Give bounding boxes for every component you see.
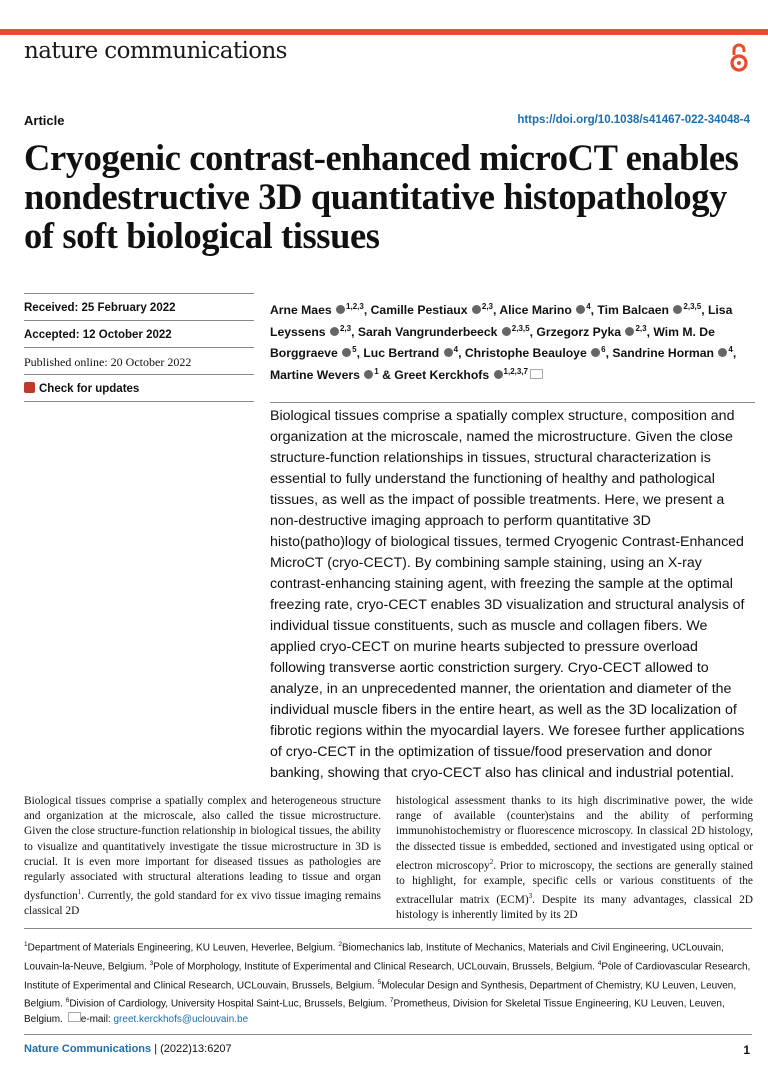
body-text: histological assessment thanks to its high discriminative power, the wide range of available (counter)stains and the ability of performing immunohistochemistry or fluorescence microscopy. In classical 2D histology, the dissected tissue is embedded, sectioned and investigated using optical or electron microscopy: [396, 795, 753, 872]
orcid-icon[interactable]: [673, 305, 682, 314]
author-affiliation: 4: [586, 302, 591, 311]
author-name[interactable]: Grzegorz Pyka: [536, 324, 622, 339]
affiliations: [24, 937, 754, 1028]
footnote-divider: [24, 928, 752, 929]
author-affiliation: 1,2,3,7: [503, 366, 528, 376]
email-link[interactable]: greet.kerckhofs@uclouvain.be: [113, 1014, 249, 1026]
author-name[interactable]: Lisa Leyssens: [270, 303, 733, 339]
author-separator: ,: [458, 346, 465, 361]
affiliation-number: 3: [149, 959, 154, 967]
email-label: e-mail:: [80, 1014, 114, 1026]
author-affiliation: 5: [352, 345, 357, 355]
body-text: . Despite its many advantages, classical 2D histology is inherently limited by its 2D: [396, 893, 753, 922]
received-date: Received: 25 February 2022: [24, 293, 254, 320]
orcid-icon[interactable]: [718, 348, 727, 357]
orcid-icon[interactable]: [472, 305, 481, 314]
author-name[interactable]: Luc Bertrand: [363, 346, 440, 361]
orcid-icon[interactable]: [330, 327, 339, 336]
reference-link[interactable]: 1: [77, 888, 82, 897]
author-affiliation: 2,3,5: [511, 323, 530, 333]
footer-citation: [24, 1043, 232, 1055]
author-separator: ,: [356, 346, 364, 361]
author-separator: &: [378, 367, 395, 382]
author-name[interactable]: Tim Balcaen: [597, 303, 669, 318]
footer-journal[interactable]: Nature Communications: [24, 1043, 152, 1055]
body-column-left: [24, 794, 381, 919]
affiliation-number: 2: [338, 941, 342, 948]
author-separator: ,: [590, 303, 598, 318]
author-name[interactable]: Christophe Beauloye: [464, 346, 587, 361]
check-updates-label: Check for updates: [39, 383, 140, 395]
author-affiliation: 2,3,5: [683, 302, 702, 311]
body-text: Biological tissues comprise a spatially complex and heterogeneous structure and organization at the microscale, also called the tissue microstructure. Given the close structure-function relationship in biological tissues, the ability to visualize and quantitatively investigate the tissue microstructure in 3D is crucial. It is even more important for diseased tissues as pathologies are regularly associated with structural alterations leading to tissue and organ dysfunction: [24, 795, 381, 903]
author-separator: ,: [529, 324, 537, 339]
author-separator: ,: [646, 324, 654, 339]
body-column-right: [396, 794, 753, 923]
affiliation-number: 6: [65, 997, 70, 1005]
email-icon: [68, 1012, 81, 1022]
author-name[interactable]: Arne Maes: [270, 303, 332, 318]
author-list: [270, 298, 750, 384]
doi-link[interactable]: https://doi.org/10.1038/s41467-022-34048-4: [517, 114, 750, 126]
orcid-icon[interactable]: [444, 348, 453, 357]
author-affiliation: 1: [374, 366, 379, 376]
footer-divider: [24, 1034, 752, 1035]
check-updates-icon: [24, 382, 35, 393]
author-separator: ,: [732, 346, 737, 361]
reference-link[interactable]: 3: [528, 892, 533, 901]
published-date: Published online: 20 October 2022: [24, 347, 254, 374]
affiliation-text: Pole of Morphology, Institute of Experimental and Clinical Research, UCLouvain, Brussels, Belgium.: [153, 961, 598, 973]
author-separator: ,: [351, 324, 358, 339]
affiliation-text: Pole of Cardiovascular Research, Institute of Experimental and Clinical Research, UCLouvain, Brussels, Belgium.: [24, 961, 751, 991]
author-name[interactable]: Wim M. De Borggraeve: [270, 324, 715, 361]
orcid-icon[interactable]: [625, 327, 634, 336]
email-icon[interactable]: [530, 369, 543, 379]
author-name[interactable]: Greet Kerckhofs: [394, 367, 490, 382]
check-updates-button[interactable]: [24, 374, 254, 402]
orcid-icon[interactable]: [502, 327, 511, 336]
affiliation-number: 7: [389, 997, 394, 1005]
affiliation-text: Department of Materials Engineering, KU Leuven, Heverlee, Belgium.: [27, 942, 339, 954]
affiliation-text: Division of Cardiology, University Hospital Saint-Luc, Brussels, Belgium.: [69, 998, 390, 1010]
footer-volume: | (2022)13:6207: [151, 1043, 232, 1055]
author-name[interactable]: Martine Wevers: [270, 367, 360, 382]
orcid-icon[interactable]: [576, 305, 585, 314]
author-affiliation: 2,3: [481, 302, 493, 311]
affiliation-number: 5: [377, 978, 382, 986]
article-type-label: Article: [24, 113, 65, 128]
affiliation-number: 1: [24, 941, 28, 948]
header-accent-bar: [0, 29, 768, 35]
orcid-icon[interactable]: [336, 305, 345, 314]
open-access-icon[interactable]: [726, 42, 752, 74]
orcid-icon[interactable]: [591, 348, 600, 357]
orcid-icon[interactable]: [494, 370, 503, 379]
author-affiliation: 6: [601, 345, 606, 355]
author-separator: ,: [701, 303, 708, 318]
article-title: Cryogenic contrast-enhanced microCT enables nondestructive 3D quantitative histopathology of soft biological tissues: [24, 137, 739, 256]
journal-name[interactable]: nature communications: [24, 38, 287, 64]
author-affiliation: 4: [453, 345, 459, 355]
abstract: Biological tissues comprise a spatially complex structure, composition and organization at the microscale, named the microstructure. Given the close structure-function relationships in tissues, structural characterization is essential to fully understand the functioning of healthy and pathological tissues, as well as the impact of possible treatments. Here, we present a non-destructive imaging approach to perform quantitative 3D histo(patho)logy of biological tissues, termed Cryogenic Contrast-Enhanced MicroCT (cryo-CECT). By combining sample staining, using an X-ray contrast-enhancing staining agent, with freezing the sample at the optimal freezing rate, cryo-CECT enables 3D visualization and structural analysis of individual tissue constituents, such as muscle and collagen fibers. We applied cryo-CECT on murine hearts subjected to pressure overload following transverse aortic constriction surgery. Cryo-CECT allowed to analyze, in an unprecedented manner, the orientation and diameter of the individual muscle fibers in the entire heart, as well as the 3D localization of fibrotic regions within the myocardial layers. We foresee further applications of cryo-CECT in the optimization of tissue/food preservation and donor banking, showing that cryo-CECT also has clinical and industrial potential.: [270, 402, 755, 784]
article-dates: [24, 293, 254, 402]
author-affiliation: 2,3: [339, 323, 352, 333]
author-separator: ,: [493, 303, 500, 318]
author-separator: ,: [363, 303, 371, 318]
accepted-date: Accepted: 12 October 2022: [24, 320, 254, 347]
orcid-icon[interactable]: [342, 348, 351, 357]
affiliation-text: Biomechanics lab, Institute of Mechanics, Materials and Civil Engineering, UCLouvain, Louvain-la-Neuve, Belgium.: [24, 942, 724, 973]
orcid-icon[interactable]: [364, 370, 373, 379]
author-name[interactable]: Sarah Vangrunderbeeck: [357, 324, 498, 339]
author-name[interactable]: Sandrine Horman: [612, 346, 714, 361]
affiliation-text: Molecular Design and Synthesis, Department of Chemistry, KU Leuven, Leuven, Belgium.: [24, 979, 737, 1010]
body-text: . Currently, the gold standard for ex vivo tissue imaging remains classical 2D: [24, 890, 381, 918]
affiliation-number: 4: [597, 959, 602, 967]
reference-link[interactable]: 2: [489, 857, 494, 866]
author-affiliation: 2,3: [635, 323, 647, 333]
author-affiliation: 4: [728, 345, 733, 355]
body-text: . Prior to microscopy, the sections are generally stained to highlight, for example, specific cells or various constituents of the extracellular matrix (ECM): [396, 859, 753, 906]
author-name[interactable]: Alice Marino: [499, 303, 572, 318]
affiliation-text: Prometheus, Division for Skeletal Tissue Engineering, KU Leuven, Leuven, Belgium.: [24, 998, 725, 1026]
author-affiliation: 1,2,3: [346, 302, 364, 311]
page-number: 1: [743, 1043, 750, 1057]
author-name[interactable]: Camille Pestiaux: [370, 303, 468, 318]
author-separator: ,: [605, 346, 613, 361]
